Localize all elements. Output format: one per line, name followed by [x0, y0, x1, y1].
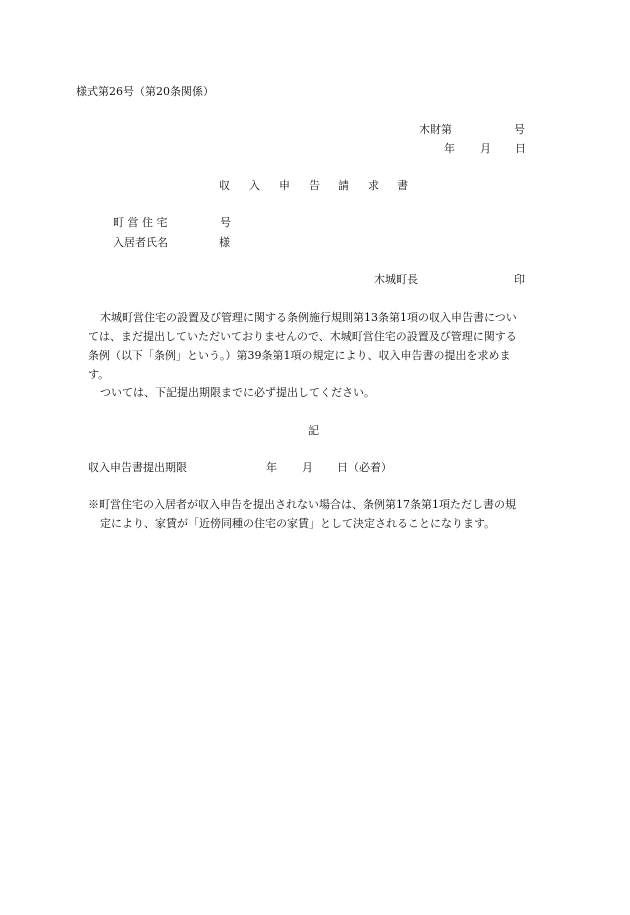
body-line: 木城町営住宅の設置及び管理に関する条例施行規則第13条第1項の収入申告書につい: [100, 311, 517, 324]
title-char: 請: [338, 179, 349, 192]
form-number: 様式第26号（第20条関係）: [76, 85, 214, 98]
resident-honorific: 様: [219, 236, 230, 249]
date-year: 年: [444, 142, 455, 155]
title-char: 求: [368, 179, 379, 192]
title-char: 告: [309, 179, 320, 192]
note-line: 定により、家賃が「近傍同種の住宅の家賃」として決定されることになります。: [100, 517, 496, 530]
deadline-label: 収入申告書提出期限: [88, 461, 187, 474]
deadline-year: 年: [266, 461, 277, 474]
reference-suffix: 号: [514, 123, 525, 136]
title-char: 収: [219, 179, 230, 192]
body-line: す。: [88, 368, 110, 381]
body-line: ついては、下記提出期限までに必ず提出してください。: [100, 386, 375, 399]
body-line: 条例（以下「条例」という。）第39条第1項の規定により、収入申告書の提出を求めま: [88, 349, 511, 362]
date-month: 月: [480, 142, 491, 155]
title-char: 入: [249, 179, 260, 192]
resident-label: 入居者氏名: [113, 236, 168, 249]
issuer-title: 木城町長: [374, 273, 418, 286]
title-char: 申: [279, 179, 290, 192]
reference-prefix: 木財第: [419, 123, 452, 136]
note-line: ※町営住宅の入居者が収入申告を提出されない場合は、条例第17条第1項ただし書の規: [88, 498, 516, 511]
date-day: 日: [515, 142, 526, 155]
issuer-seal: 印: [514, 273, 525, 286]
deadline-month: 月: [302, 461, 313, 474]
body-line: ては、まだ提出していただいておりませんので、木城町営住宅の設置及び管理に関する: [88, 330, 517, 343]
deadline-day: 日（必着）: [337, 461, 392, 474]
title-char: 書: [397, 179, 408, 192]
ki-heading: 記: [308, 424, 319, 437]
housing-label: 町 営 住 宅: [113, 216, 168, 229]
housing-unit: 号: [220, 216, 231, 229]
